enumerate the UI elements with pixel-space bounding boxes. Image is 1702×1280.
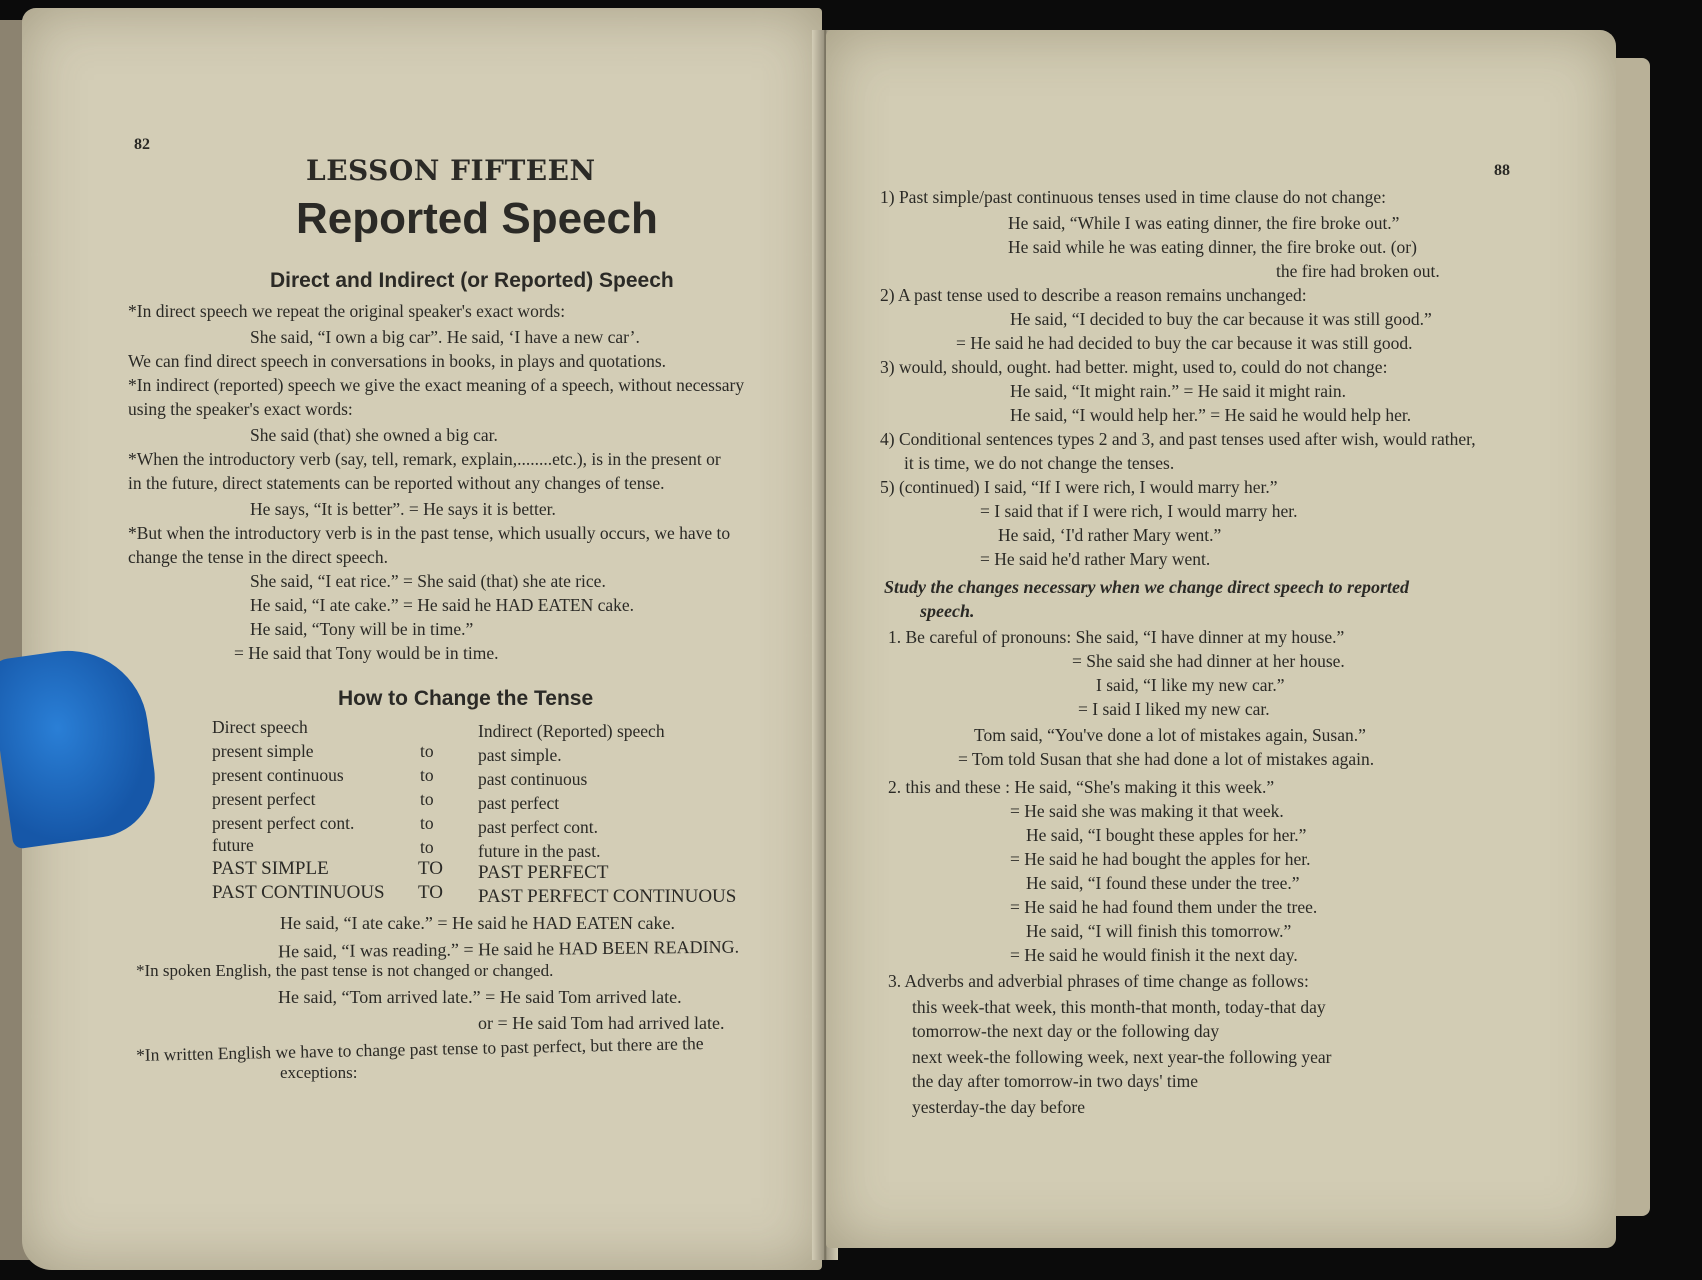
example-line: = He said he would finish it the next day. [1010, 945, 1298, 965]
page-number-right: 88 [1494, 162, 1510, 179]
example-line: He said, “I bought these apples for her.” [1026, 825, 1307, 845]
example-line: He said while he was eating dinner, the fire broke out. (or) [1008, 237, 1417, 257]
example-line: = He said he had decided to buy the car because it was still good. [956, 333, 1413, 353]
rule-line: 2) A past tense used to describe a reason remains unchanged: [880, 285, 1307, 305]
table-cell-direct: PAST CONTINUOUS [212, 882, 385, 903]
table-cell-indirect: past perfect [478, 793, 560, 813]
table-cell-to: to [420, 837, 434, 857]
table-cell-to: TO [418, 858, 443, 879]
body-line: using the speaker's exact words: [128, 399, 353, 419]
table-cell-to: TO [418, 882, 443, 903]
example-line: He said, “I ate cake.” = He said he HAD EATEN cake. [280, 913, 675, 933]
rule-line: it is time, we do not change the tenses. [904, 453, 1175, 473]
example-line: next week-the following week, next year-the following year [912, 1047, 1332, 1067]
table-cell-indirect: past perfect cont. [478, 817, 599, 837]
table-cell-direct: present continuous [212, 765, 344, 785]
example-line: He says, “It is better”. = He says it is better. [250, 499, 556, 519]
example-line: He said, “I was reading.” = He said he HAD BEEN READING. [277, 936, 740, 962]
table-header-direct: Direct speech [212, 717, 308, 737]
page-number-left: 82 [134, 136, 150, 153]
example-line: He said, “It might rain.” = He said it might rain. [1010, 381, 1346, 401]
body-line: *In indirect (reported) speech we give the exact meaning of a speech, without necessary [128, 375, 745, 395]
left-page [22, 8, 822, 1270]
example-line: = He said he had found them under the tree. [1010, 897, 1318, 917]
body-line: change the tense in the direct speech. [128, 547, 388, 567]
body-line: in the future, direct statements can be reported without any changes of tense. [128, 473, 665, 493]
example-line: or = He said Tom had arrived late. [478, 1013, 725, 1033]
example-line: He said, “Tony will be in time.” [250, 619, 474, 639]
example-line: = He said he'd rather Mary went. [980, 549, 1211, 569]
example-line: She said (that) she owned a big car. [250, 425, 498, 445]
body-line: exceptions: [280, 1063, 358, 1082]
example-line: He said, “I decided to buy the car because it was still good.” [1010, 309, 1432, 329]
rule-line: 1) Past simple/past continuous tenses used in time clause do not change: [880, 187, 1386, 207]
example-line: He said, “While I was eating dinner, the fire broke out.” [1008, 213, 1400, 233]
body-line: We can find direct speech in conversations in books, in plays and quotations. [128, 351, 667, 371]
table-cell-indirect: future in the past. [478, 841, 601, 861]
table-header-indirect: Indirect (Reported) speech [478, 721, 665, 741]
lesson-heading: LESSON FIFTEEN [306, 154, 596, 187]
right-page [826, 30, 1616, 1248]
body-line: *When the introductory verb (say, tell, remark, explain,........etc.), is in the present or [128, 449, 721, 469]
example-line: = He said that Tony would be in time. [234, 643, 499, 663]
example-line: = She said she had dinner at her house. [1072, 651, 1345, 671]
example-line: She said, “I eat rice.” = She said (that) she ate rice. [250, 571, 606, 591]
table-cell-to: to [420, 741, 434, 761]
table-cell-direct: PAST SIMPLE [212, 858, 329, 879]
rule-line: 2. this and these : He said, “She's making it this week.” [888, 777, 1275, 797]
example-line: yesterday-the day before [912, 1097, 1085, 1117]
table-cell-indirect: past simple. [478, 745, 562, 765]
rule-line: 3. Adverbs and adverbial phrases of time change as follows: [888, 971, 1309, 991]
example-line: Tom said, “You've done a lot of mistakes again, Susan.” [974, 725, 1366, 745]
body-line: *But when the introductory verb is in the past tense, which usually occurs, we have to [128, 523, 731, 543]
example-line: tomorrow-the next day or the following day [912, 1021, 1220, 1041]
table-cell-direct: present perfect cont. [212, 813, 355, 833]
example-line: = Tom told Susan that she had done a lot of mistakes again. [958, 749, 1375, 769]
example-line: He said, “Tom arrived late.” = He said Tom arrived late. [278, 987, 682, 1007]
page-title: Reported Speech [296, 194, 658, 243]
table-cell-direct: future [212, 835, 254, 855]
example-line: He said, “I ate cake.” = He said he HAD EATEN cake. [250, 595, 635, 615]
table-cell-to: to [420, 813, 434, 833]
example-line: She said, “I own a big car”. He said, ‘I have a new car’. [250, 327, 640, 347]
table-cell-indirect: PAST PERFECT CONTINUOUS [478, 886, 737, 907]
example-line: = I said that if I were rich, I would marry her. [980, 501, 1298, 521]
table-cell-to: to [420, 789, 434, 809]
table-cell-to: to [420, 765, 434, 785]
rule-line: 5) (continued) I said, “If I were rich, I would marry her.” [880, 477, 1278, 497]
example-line: He said, “I would help her.” = He said he would help her. [1010, 405, 1412, 425]
table-cell-direct: present perfect [212, 789, 316, 809]
example-line: He said, ‘I'd rather Mary went.” [998, 525, 1222, 545]
example-line: = He said he had bought the apples for her. [1010, 849, 1311, 869]
example-line: = He said she was making it that week. [1010, 801, 1284, 821]
rule-line: 3) would, should, ought. had better. might, used to, could do not change: [880, 357, 1388, 377]
body-line: *In spoken English, the past tense is not changed or changed. [136, 961, 554, 980]
study-heading: Study the changes necessary when we change direct speech to reported [884, 577, 1409, 597]
example-line: = I said I liked my new car. [1078, 699, 1270, 719]
section-heading-direct-indirect: Direct and Indirect (or Reported) Speech [270, 269, 674, 292]
example-line: the fire had broken out. [1276, 261, 1440, 281]
example-line: the day after tomorrow-in two days' time [912, 1071, 1198, 1091]
body-line: *In written English we have to change past tense to past perfect, but there are the [135, 1033, 704, 1065]
study-heading-cont: speech. [920, 601, 975, 621]
example-line: He said, “I will finish this tomorrow.” [1026, 921, 1292, 941]
rule-line: 1. Be careful of pronouns: She said, “I have dinner at my house.” [888, 627, 1345, 647]
rule-line: 4) Conditional sentences types 2 and 3, and past tenses used after wish, would rather, [880, 429, 1476, 449]
table-cell-indirect: past continuous [478, 769, 588, 789]
section-heading-change-tense: How to Change the Tense [338, 687, 594, 710]
book-right-edge [1616, 58, 1650, 1216]
table-cell-indirect: PAST PERFECT [478, 862, 609, 883]
body-line: *In direct speech we repeat the original speaker's exact words: [128, 301, 566, 321]
example-line: I said, “I like my new car.” [1096, 675, 1285, 695]
table-cell-direct: present simple [212, 741, 314, 761]
example-line: He said, “I found these under the tree.” [1026, 873, 1300, 893]
example-line: this week-that week, this month-that month, today-that day [912, 997, 1326, 1017]
